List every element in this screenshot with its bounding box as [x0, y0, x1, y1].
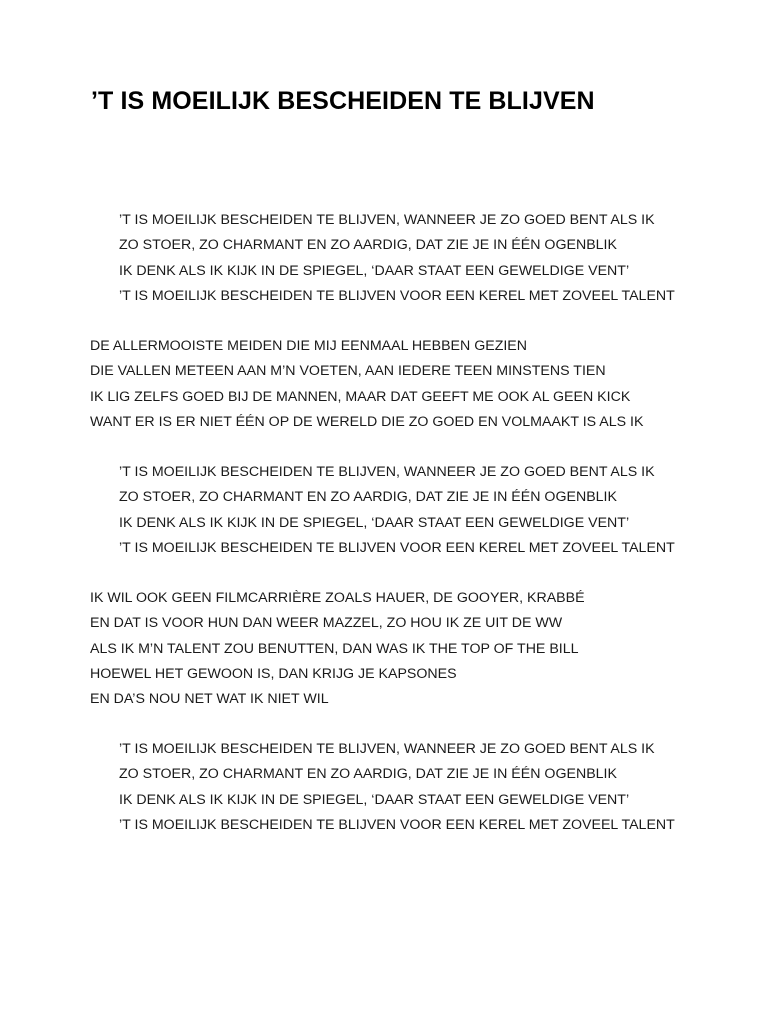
lyric-line: ’T IS MOEILIJK BESCHEIDEN TE BLIJVEN VOOR EEN KEREL MET ZOVEEL TALENT: [119, 287, 675, 304]
lyric-line: HOEWEL HET GEWOON IS, DAN KRIJG JE KAPSONES: [90, 665, 457, 682]
lyric-line: IK WIL OOK GEEN FILMCARRIÈRE ZOALS HAUER, DE GOOYER, KRABBÉ: [90, 590, 585, 606]
lyric-line: ’T IS MOEILIJK BESCHEIDEN TE BLIJVEN, WANNEER JE ZO GOED BENT ALS IK: [119, 212, 655, 228]
lyric-line: EN DAT IS VOOR HUN DAN WEER MAZZEL, ZO HOU IK ZE UIT DE WW: [90, 615, 563, 632]
lyric-line: WANT ER IS ER NIET ÉÉN OP DE WERELD DIE ZO GOED EN VOLMAAKT IS ALS IK: [90, 413, 644, 430]
lyric-line: IK LIG ZELFS GOED BIJ DE MANNEN, MAAR DAT GEEFT ME OOK AL GEEN KICK: [90, 388, 631, 405]
chorus-2: [119, 460, 675, 561]
verse-1: [90, 334, 643, 435]
lyric-line: EN DA’S NOU NET WAT IK NIET WIL: [90, 691, 329, 708]
lyric-line: ’T IS MOEILIJK BESCHEIDEN TE BLIJVEN VOOR EEN KEREL MET ZOVEEL TALENT: [119, 816, 675, 833]
lyric-line: ZO STOER, ZO CHARMANT EN ZO AARDIG, DAT ZIE JE IN ÉÉN OGENBLIK: [119, 489, 617, 506]
lyric-line: IK DENK ALS IK KIJK IN DE SPIEGEL, ‘DAAR STAAT EEN GEWELDIGE VENT’: [119, 514, 630, 531]
lyric-line: ’T IS MOEILIJK BESCHEIDEN TE BLIJVEN VOOR EEN KEREL MET ZOVEEL TALENT: [119, 539, 675, 556]
lyric-line: IK DENK ALS IK KIJK IN DE SPIEGEL, ‘DAAR STAAT EEN GEWELDIGE VENT’: [119, 262, 630, 279]
chorus-1: [119, 208, 675, 309]
song-title: ’T IS MOEILIJK BESCHEIDEN TE BLIJVEN: [91, 87, 595, 115]
lyric-line: ZO STOER, ZO CHARMANT EN ZO AARDIG, DAT ZIE JE IN ÉÉN OGENBLIK: [119, 237, 617, 254]
lyric-line: ’T IS MOEILIJK BESCHEIDEN TE BLIJVEN, WANNEER JE ZO GOED BENT ALS IK: [119, 741, 655, 757]
lyric-line: DIE VALLEN METEEN AAN M’N VOETEN, AAN IEDERE TEEN MINSTENS TIEN: [90, 363, 606, 380]
lyric-line: ’T IS MOEILIJK BESCHEIDEN TE BLIJVEN, WANNEER JE ZO GOED BENT ALS IK: [119, 464, 655, 480]
lyric-line: DE ALLERMOOISTE MEIDEN DIE MIJ EENMAAL HEBBEN GEZIEN: [90, 338, 528, 354]
chorus-3: [119, 737, 675, 838]
lyric-line: IK DENK ALS IK KIJK IN DE SPIEGEL, ‘DAAR STAAT EEN GEWELDIGE VENT’: [119, 791, 630, 808]
lyric-line: ALS IK M’N TALENT ZOU BENUTTEN, DAN WAS IK THE TOP OF THE BILL: [90, 640, 579, 657]
verse-2: [90, 586, 585, 712]
lyric-line: ZO STOER, ZO CHARMANT EN ZO AARDIG, DAT ZIE JE IN ÉÉN OGENBLIK: [119, 766, 617, 783]
